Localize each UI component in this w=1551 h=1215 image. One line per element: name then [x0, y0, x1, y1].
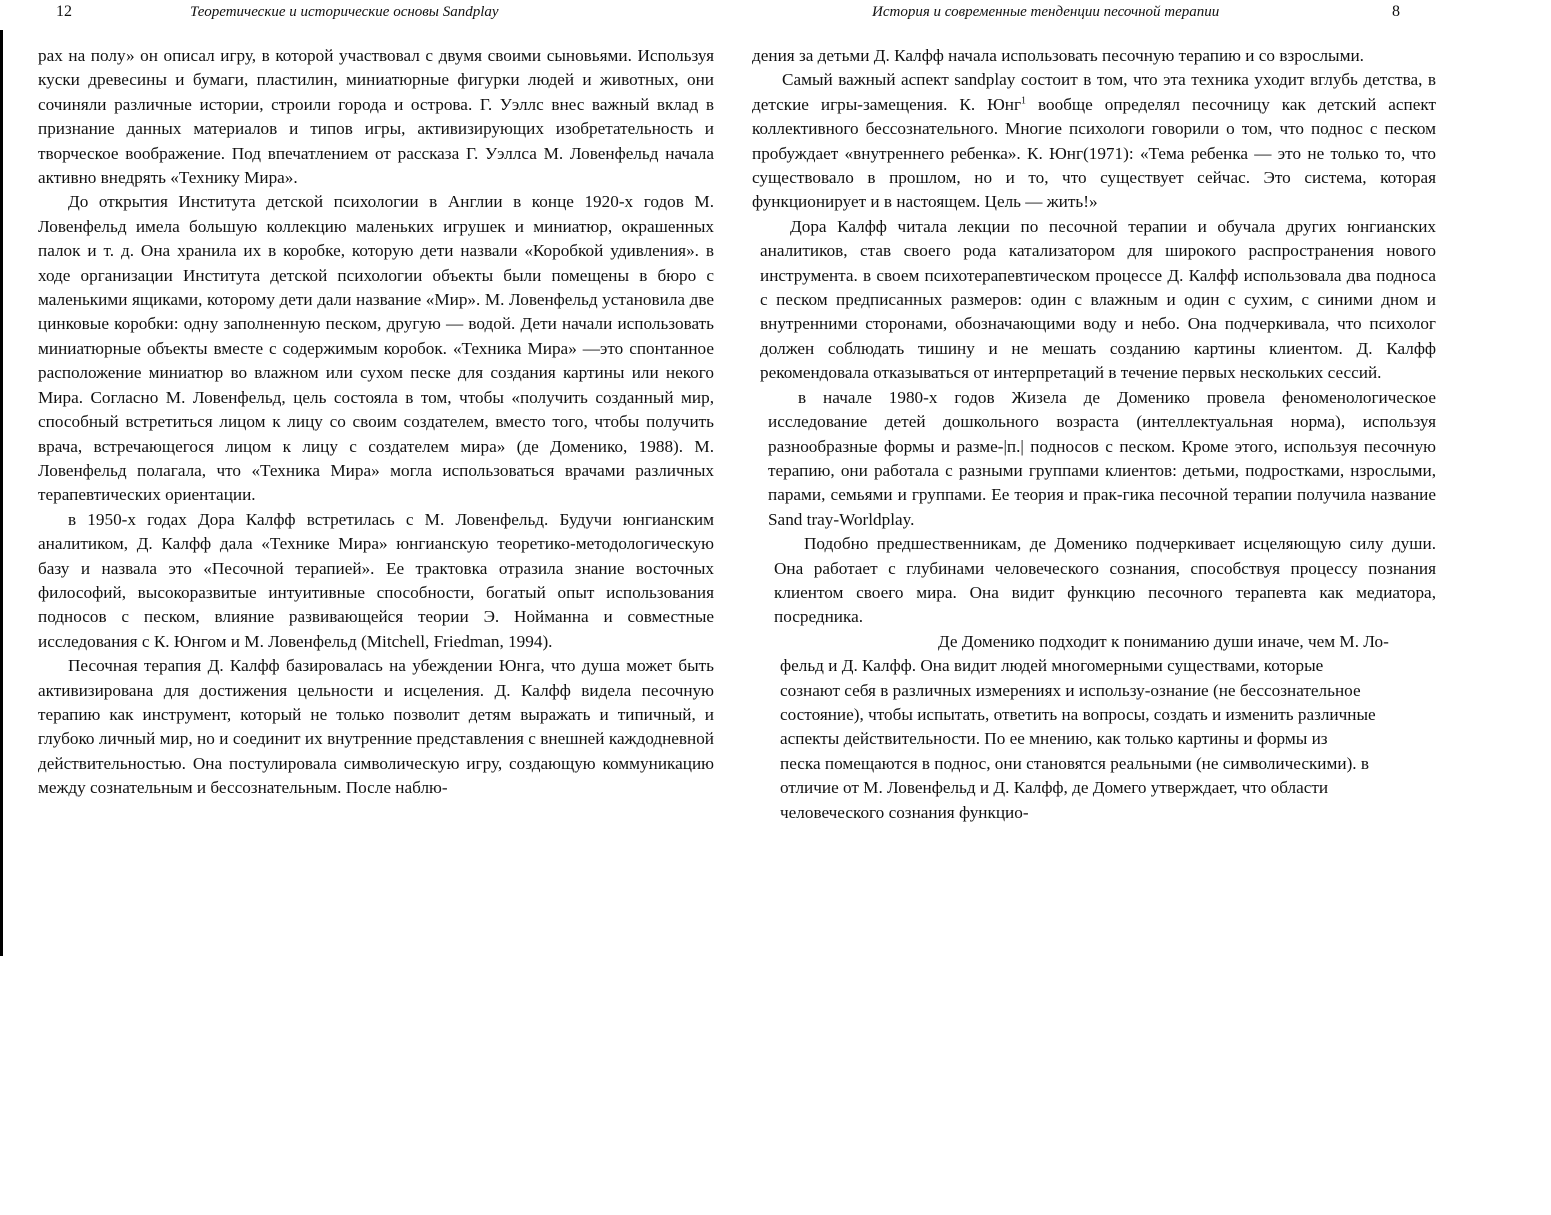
- paragraph: [752, 68, 1436, 214]
- left-page-header: [0, 2, 760, 24]
- right-page-body: [752, 44, 1436, 825]
- text-line: аспекты действительности. По ее мнению, как только картины и формы из: [780, 729, 1328, 749]
- text-line: Де Доменико подходит к пониманию души иначе, чем М. Ло-: [938, 631, 1389, 651]
- paragraph: Песочная терапия Д. Калфф базировалась на убеждении Юнга, что душа может быть активизирована для достижения цельности и исцеления. Д. Калфф видела песочную терапию как инструмент, который не только позволит детям выражать и типичный, и глубоко личный мир, но и соединит их внутренние представления с внешней каждодневной действительностью. Она постулировала символическую игру, создающую коммуникацию между сознательным и бессознательным. После наблю-: [38, 656, 714, 798]
- text-line: сознают себя в различных измерениях и использу-ознание (не бессознательное: [780, 680, 1361, 700]
- text-line: отличие от М. Ловенфельд и Д. Калфф, де Домего утверждает, что области: [780, 778, 1329, 798]
- paragraph: До открытия Института детской психологии в Англии в конце 1920-х годов М. Ловенфельд имела большую коллекцию маленьких игрушек и миниатюр, окрашенных палок и т. д. Она хранила их в коробке, которую дети назвали «Коробкой удивления». в ходе организации Института детской психологии объекты были помещены в бюро с маленькими ящиками, которому дети дали название «Мир». М. Ловенфельд установила две цинковые коробки: одну заполненную песком, другую — водой. Дети начали использовать миниатюрные объекты вместе с содержимым коробок. «Техника Мира» —это спонтанное расположение миниатюр во влажном или сухом песке для создания картины или некого Мира. Согласно М. Ловенфельд, цель состояла в том, чтобы «получить созданный мир, способный встретиться лицом к лицу со своим создателем, вместо того, чтобы получить врача, встречающегося лицом к лицу с создателем мира» (де Доменико, 1988). М. Ловенфельд полагала, что «Техника Мира» могла использоваться врачами различных терапевтических ориентации.: [38, 192, 714, 505]
- paragraph-text: Самый важный аспект sandplay состоит в том, что эта техника уходит вглубь детства, в детские игры-замещения. К. Юнг: [752, 70, 1436, 114]
- left-page-number: 12: [56, 3, 72, 20]
- paragraph-text: вообще определял песочницу как детский аспект коллективного бессознательного. Многие психологи говорили о том, что поднос с песком пробуждает «внутреннего ребенка». К. Юнг(1971): «Тема ребенка — это не только то, что существовало в прошлом, но и то, что существует сейчас. Это система, которая функционирует и в настоящем. Цель — жить!»: [752, 94, 1436, 212]
- right-running-title: История и современные тенденции песочной терапии: [872, 4, 1220, 20]
- right-page-header: [760, 2, 1551, 24]
- paragraph: в начале 1980-х годов Жизела де Доменико провела феноменологическое исследование детей дошкольного возраста (интеллектуальная норма), используя разнообразные формы и разме-|п.| подносов с песком. Кроме этого, используя песочную терапию, они работала с разными группами клиентов: детьми, подростками, нзрослыми, парами, семьями и группами. Ее теория и прак-гика песочной терапии получила название Sand tray-Worldplay.: [768, 387, 1436, 529]
- paragraph: в 1950-х годах Дора Калфф встретилась с М. Ловенфельд. Будучи юнгианским аналитиком, Д. Калфф дала «Технике Мира» юнгианскую теоретико-методологическую базу и назвала это «Песочной терапией». Ее трактовка отразила знание восточных философий, высокоразвитые интуитивные способности, богатый опыт использования подносов с песком, влияние развивающейся теории Э. Нойманна и совместные исследования с К. Юнгом и М. Ловенфельд (Mitchell, Friedman, 1994).: [38, 509, 714, 651]
- paragraph: рах на полу» он описал игру, в которой участвовал с двумя своими сыновьями. Используя куски древесины и бумаги, пластилин, миниатюрные фигурки людей и животных, они сочиняли различные истории, строили города и острова. Г. Уэллс внес важный вклад в признание данных материалов и типов игры, активизирующих изобретательность и творческое воображение. Под впечатлением от рассказа Г. Уэллса М. Ловенфельд начала активно внедрять «Технику Мира».: [38, 46, 714, 188]
- paragraph: Подобно предшественникам, де Доменико подчеркивает исцеляющую силу души. Она работает с глубинами человеческого сознания, способствуя процессу познания клиентом своего мира. Она видит функцию песочного терапевта как медиатора, посредника.: [774, 534, 1436, 627]
- unjustified-passage: [752, 630, 1436, 825]
- text-line: состояние), чтобы испытать, ответить на вопросы, создать и изменить различные: [780, 704, 1376, 724]
- text-line: фельд и Д. Калфф. Она видит людей многомерными существами, которые: [780, 656, 1324, 676]
- paragraph: Дора Калфф читала лекции по песочной терапии и обучала других юнгианских аналитиков, став своего рода катализатором для широкого распространения нового инструмента. в своем психотерапевтическом процессе Д. Калфф использовала два подноса с песком предписанных размеров: один с влажным и один с сухим, с синими дном и внутренними сторонами, обозначающими воду и небо. Она подчеркивала, что психолог должен соблюдать тишину и не мешать созданию картины клиентом. Д. Калфф рекомендовала отказываться от интерпретаций в течение первых нескольких сессий.: [760, 216, 1436, 383]
- right-page-number: 8: [1392, 3, 1400, 20]
- binding-edge: [0, 30, 3, 956]
- footnote-marker: 1: [1021, 95, 1026, 107]
- text-line: песка помещаются в поднос, они становятся реальными (не символическими). в: [780, 753, 1370, 773]
- text-line: человеческого сознания функцио-: [780, 802, 1029, 822]
- left-page-body: [38, 44, 714, 801]
- paragraph: дения за детьми Д. Калфф начала использовать песочную терапию и со взрослыми.: [752, 46, 1364, 65]
- left-running-title: Теоретические и исторические основы Sandplay: [190, 4, 499, 20]
